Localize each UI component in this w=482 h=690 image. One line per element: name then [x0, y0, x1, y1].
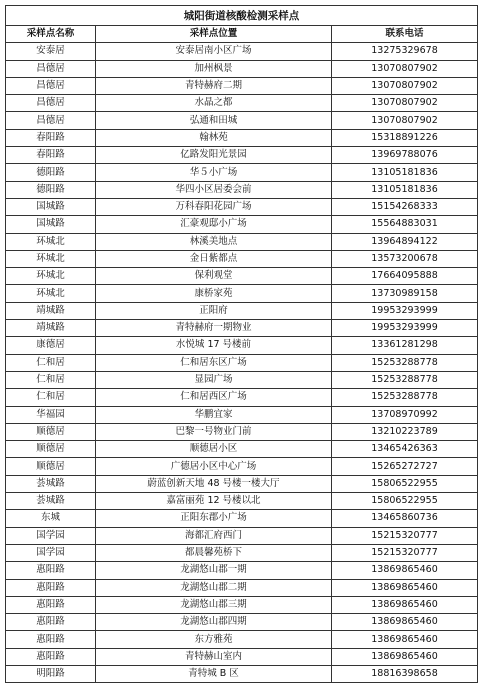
table-row — [6, 423, 478, 440]
table-row — [6, 129, 478, 146]
table-row — [6, 648, 478, 665]
phone-cell: 13070807902 — [332, 77, 478, 94]
site-location-cell: 顺德居小区 — [96, 441, 332, 458]
site-location-cell: 青特赫山室内 — [96, 648, 332, 665]
phone-cell: 15253288778 — [332, 354, 478, 371]
table-row — [6, 562, 478, 579]
table-row — [6, 198, 478, 215]
table-row — [6, 268, 478, 285]
site-location-cell: 翰林苑 — [96, 129, 332, 146]
site-name-cell: 康德居 — [6, 337, 96, 354]
phone-cell: 13465860736 — [332, 510, 478, 527]
site-name-cell: 国学园 — [6, 527, 96, 544]
site-location-cell: 万科春阳花园广场 — [96, 198, 332, 215]
phone-cell: 15215320777 — [332, 527, 478, 544]
phone-cell: 15564883031 — [332, 216, 478, 233]
table-row — [6, 147, 478, 164]
header-row — [6, 26, 478, 43]
phone-cell: 13070807902 — [332, 112, 478, 129]
site-location-cell: 嘉富丽苑 12 号楼以北 — [96, 493, 332, 510]
site-name-cell: 国学园 — [6, 544, 96, 561]
site-location-cell: 巴黎一号物业门前 — [96, 423, 332, 440]
site-name-cell: 顺德居 — [6, 441, 96, 458]
site-location-cell: 华鹏宜家 — [96, 406, 332, 423]
site-name-cell: 荟城路 — [6, 475, 96, 492]
table-row — [6, 389, 478, 406]
phone-cell: 15215320777 — [332, 544, 478, 561]
site-name-cell: 仁和居 — [6, 389, 96, 406]
table-row — [6, 216, 478, 233]
site-name-cell: 环城北 — [6, 285, 96, 302]
site-location-cell: 青特赫府一期物业 — [96, 320, 332, 337]
site-location-cell: 海都汇府西门 — [96, 527, 332, 544]
site-location-cell: 东方雅苑 — [96, 631, 332, 648]
phone-cell: 15265272727 — [332, 458, 478, 475]
site-name-cell: 惠阳路 — [6, 579, 96, 596]
phone-cell: 13730989158 — [332, 285, 478, 302]
site-name-cell: 春阳路 — [6, 147, 96, 164]
header-site-name: 采样点名称 — [6, 26, 96, 43]
site-location-cell: 华四小区居委会前 — [96, 181, 332, 198]
site-location-cell: 显园广场 — [96, 371, 332, 388]
site-name-cell: 德阳路 — [6, 181, 96, 198]
table-row — [6, 95, 478, 112]
phone-cell: 19953293999 — [332, 302, 478, 319]
table-row — [6, 181, 478, 198]
phone-cell: 15318891226 — [332, 129, 478, 146]
phone-cell: 13573200678 — [332, 250, 478, 267]
phone-cell: 17664095888 — [332, 268, 478, 285]
site-name-cell: 靖城路 — [6, 302, 96, 319]
table-row — [6, 579, 478, 596]
site-location-cell: 弘通和田城 — [96, 112, 332, 129]
site-name-cell: 惠阳路 — [6, 631, 96, 648]
phone-cell: 13969788076 — [332, 147, 478, 164]
site-location-cell: 康桥家苑 — [96, 285, 332, 302]
phone-cell: 13869865460 — [332, 614, 478, 631]
site-location-cell: 仁和居东区广场 — [96, 354, 332, 371]
table-row — [6, 510, 478, 527]
phone-cell: 13465426363 — [332, 441, 478, 458]
table-row — [6, 302, 478, 319]
table-title: 城阳街道核酸检测采样点 — [6, 6, 478, 26]
header-site-location: 采样点位置 — [96, 26, 332, 43]
table-row — [6, 112, 478, 129]
phone-cell: 19953293999 — [332, 320, 478, 337]
table-row — [6, 164, 478, 181]
site-name-cell: 荟城路 — [6, 493, 96, 510]
table-row — [6, 285, 478, 302]
table-row — [6, 631, 478, 648]
table-row — [6, 475, 478, 492]
table-row — [6, 544, 478, 561]
site-location-cell: 都晨馨苑桥下 — [96, 544, 332, 561]
phone-cell: 15806522955 — [332, 493, 478, 510]
phone-cell: 15253288778 — [332, 389, 478, 406]
site-name-cell: 环城北 — [6, 268, 96, 285]
site-location-cell: 蔚蓝创新天地 48 号楼一楼大厅 — [96, 475, 332, 492]
site-location-cell: 龙湖悠山郡二期 — [96, 579, 332, 596]
site-name-cell: 顺德居 — [6, 423, 96, 440]
table-row — [6, 337, 478, 354]
table-row — [6, 458, 478, 475]
site-name-cell: 惠阳路 — [6, 648, 96, 665]
phone-cell: 13361281298 — [332, 337, 478, 354]
table-row — [6, 233, 478, 250]
phone-cell: 13070807902 — [332, 60, 478, 77]
table-row — [6, 441, 478, 458]
site-location-cell: 安泰居南小区广场 — [96, 43, 332, 60]
phone-cell: 18816398658 — [332, 665, 478, 682]
sampling-sites-table — [5, 5, 478, 683]
site-name-cell: 春阳路 — [6, 129, 96, 146]
site-name-cell: 环城北 — [6, 233, 96, 250]
site-location-cell: 仁和居西区广场 — [96, 389, 332, 406]
phone-cell: 13708970992 — [332, 406, 478, 423]
site-name-cell: 仁和居 — [6, 354, 96, 371]
site-location-cell: 龙湖悠山郡四期 — [96, 614, 332, 631]
site-location-cell: 水晶之都 — [96, 95, 332, 112]
table-row — [6, 596, 478, 613]
title-row — [6, 6, 478, 26]
site-name-cell: 惠阳路 — [6, 596, 96, 613]
site-location-cell: 青特城 B 区 — [96, 665, 332, 682]
table-row — [6, 371, 478, 388]
site-name-cell: 国城路 — [6, 216, 96, 233]
table-row — [6, 320, 478, 337]
table-row — [6, 527, 478, 544]
phone-cell: 13869865460 — [332, 562, 478, 579]
site-name-cell: 国城路 — [6, 198, 96, 215]
site-location-cell: 金日紫都点 — [96, 250, 332, 267]
site-location-cell: 广德居小区中心广场 — [96, 458, 332, 475]
table-row — [6, 493, 478, 510]
site-location-cell: 保利观堂 — [96, 268, 332, 285]
phone-cell: 13964894122 — [332, 233, 478, 250]
phone-cell: 13869865460 — [332, 579, 478, 596]
site-location-cell: 汇豪观邸小广场 — [96, 216, 332, 233]
site-name-cell: 昌德居 — [6, 95, 96, 112]
site-name-cell: 昌德居 — [6, 112, 96, 129]
site-name-cell: 环城北 — [6, 250, 96, 267]
phone-cell: 15253288778 — [332, 371, 478, 388]
site-location-cell: 龙湖悠山郡一期 — [96, 562, 332, 579]
phone-cell: 13869865460 — [332, 631, 478, 648]
table-row — [6, 43, 478, 60]
site-name-cell: 明阳路 — [6, 665, 96, 682]
site-name-cell: 昌德居 — [6, 77, 96, 94]
site-location-cell: 正阳府 — [96, 302, 332, 319]
site-name-cell: 惠阳路 — [6, 614, 96, 631]
site-location-cell: 加州枫景 — [96, 60, 332, 77]
header-phone: 联系电话 — [332, 26, 478, 43]
phone-cell: 13275329678 — [332, 43, 478, 60]
table-row — [6, 614, 478, 631]
phone-cell: 13869865460 — [332, 648, 478, 665]
site-name-cell: 靖城路 — [6, 320, 96, 337]
phone-cell: 13869865460 — [332, 596, 478, 613]
site-name-cell: 惠阳路 — [6, 562, 96, 579]
site-name-cell: 东城 — [6, 510, 96, 527]
site-location-cell: 青特赫府二期 — [96, 77, 332, 94]
site-name-cell: 昌德居 — [6, 60, 96, 77]
phone-cell: 15154268333 — [332, 198, 478, 215]
site-name-cell: 仁和居 — [6, 371, 96, 388]
table-row — [6, 60, 478, 77]
phone-cell: 13105181836 — [332, 181, 478, 198]
phone-cell: 13210223789 — [332, 423, 478, 440]
site-name-cell: 华福园 — [6, 406, 96, 423]
site-name-cell: 安泰居 — [6, 43, 96, 60]
table-row — [6, 665, 478, 682]
table-row — [6, 250, 478, 267]
site-location-cell: 林溪美地点 — [96, 233, 332, 250]
table-row — [6, 406, 478, 423]
phone-cell: 13070807902 — [332, 95, 478, 112]
table-body — [6, 43, 478, 683]
phone-cell: 15806522955 — [332, 475, 478, 492]
sampling-sites-document — [5, 5, 477, 683]
site-location-cell: 水悦城 17 号楼前 — [96, 337, 332, 354]
site-location-cell: 华５小广场 — [96, 164, 332, 181]
table-row — [6, 354, 478, 371]
site-name-cell: 德阳路 — [6, 164, 96, 181]
site-location-cell: 亿路发阳光景园 — [96, 147, 332, 164]
site-location-cell: 龙湖悠山郡三期 — [96, 596, 332, 613]
phone-cell: 13105181836 — [332, 164, 478, 181]
site-name-cell: 顺德居 — [6, 458, 96, 475]
table-row — [6, 77, 478, 94]
site-location-cell: 正阳东郡小广场 — [96, 510, 332, 527]
